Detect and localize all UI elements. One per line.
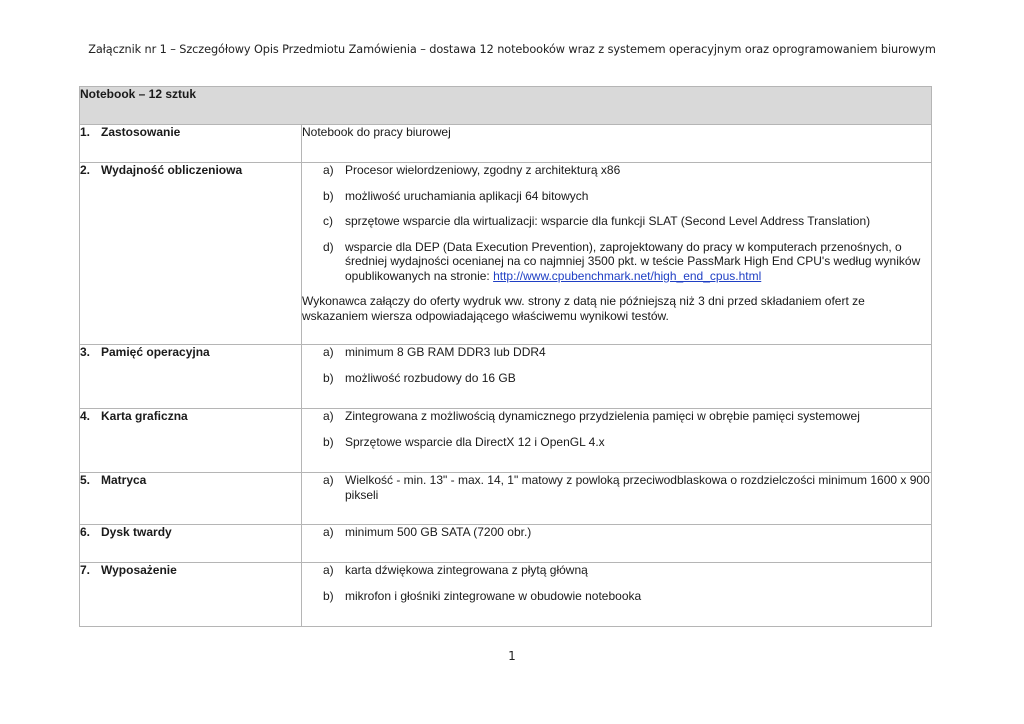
item-text: karta dźwiękowa zintegrowana z płytą główną	[345, 563, 588, 577]
item-text: Zintegrowana z możliwością dynamicznego przydzielenia pamięci w obrębie pamięci systemowej	[345, 409, 860, 423]
row-number: 5.	[80, 473, 91, 487]
row-content	[302, 409, 932, 473]
item-text: sprzętowe wsparcie dla wirtualizacji: wsparcie dla funkcji SLAT (Second Level Address Translation)	[345, 214, 871, 228]
row-content	[302, 125, 932, 163]
row-label-text: Matryca	[101, 473, 147, 487]
spec-list	[302, 409, 931, 449]
list-item	[302, 435, 931, 450]
table-row	[80, 525, 932, 563]
item-letter: d)	[323, 239, 334, 254]
item-text: minimum 8 GB RAM DDR3 lub DDR4	[345, 345, 546, 359]
item-text: możliwość rozbudowy do 16 GB	[345, 370, 516, 385]
item-letter: c)	[323, 214, 333, 228]
row-number: 4.	[80, 409, 91, 423]
list-item	[302, 473, 931, 502]
item-text: Procesor wielordzeniowy, zgodny z architekturą x86	[345, 163, 621, 177]
row-number: 6.	[80, 525, 91, 539]
item-text: Wielkość - min. 13" - max. 14, 1" matowy z powloką przeciwodblaskowa o rozdzielczości minimum 1600 x 900 pikseli	[345, 473, 930, 502]
item-letter: a)	[323, 345, 334, 359]
table-row	[80, 345, 932, 409]
item-letter: a)	[323, 525, 334, 539]
table-row	[80, 473, 932, 525]
item-letter: a)	[323, 473, 334, 487]
list-item	[302, 189, 931, 204]
row-label	[80, 563, 302, 627]
row-number: 7.	[80, 563, 91, 577]
item-letter: b)	[323, 588, 334, 603]
table-row	[80, 163, 932, 345]
benchmark-link[interactable]: http://www.cpubenchmark.net/high_end_cpus.html	[493, 268, 762, 283]
table-header: Notebook – 12 sztuk	[80, 87, 932, 125]
row-content	[302, 473, 932, 525]
row-label-text: Wydajność obliczeniowa	[101, 163, 243, 177]
spec-list	[302, 525, 931, 540]
spec-list	[302, 563, 931, 603]
spec-list	[302, 473, 931, 502]
list-item	[302, 589, 931, 604]
item-letter: b)	[323, 434, 334, 449]
table-row	[80, 563, 932, 627]
list-item	[302, 345, 931, 360]
row-label	[80, 525, 302, 563]
page-number: 1	[508, 649, 516, 663]
row-label-text: Karta graficzna	[101, 409, 188, 423]
table-header-row	[80, 87, 932, 125]
row-label	[80, 125, 302, 163]
row-label-text: Wyposażenie	[101, 563, 177, 577]
list-item	[302, 563, 931, 578]
row-label	[80, 473, 302, 525]
list-item	[302, 240, 931, 284]
document-title: Załącznik nr 1 – Szczegółowy Opis Przedmiotu Zamówienia – dostawa 12 notebooków wraz z systemem operacyjnym oraz oprogramowaniem biurowym	[88, 43, 936, 56]
row-label-text: Zastosowanie	[101, 125, 181, 139]
item-text: możliwość uruchamiania aplikacji 64 bitowych	[345, 188, 589, 203]
list-item	[302, 371, 931, 386]
item-text: minimum 500 GB SATA (7200 obr.)	[345, 525, 532, 539]
table-row	[80, 125, 932, 163]
row-label-text: Pamięć operacyjna	[101, 345, 210, 359]
item-letter: b)	[323, 370, 334, 385]
item-letter: a)	[323, 409, 334, 423]
row-text: Notebook do pracy biurowej	[302, 125, 451, 139]
row-number: 2.	[80, 163, 91, 177]
spec-table	[79, 86, 932, 627]
item-letter: a)	[323, 163, 334, 177]
item-text: wsparcie dla DEP (Data Execution Prevention), zaprojektowany do pracy w komputerach przenośnych, o średniej wydajności ocenianej na co najmniej 3500 pkt. w teście PassMark High End CPU's według wyników opublikowanych na stronie:	[345, 239, 921, 283]
item-letter: a)	[323, 563, 334, 577]
list-item	[302, 525, 931, 540]
spec-list	[302, 345, 931, 385]
list-item	[302, 409, 931, 424]
row-note: Wykonawca załączy do oferty wydruk ww. strony z datą nie późniejszą niż 3 dni przed składaniem ofert ze wskazaniem wiersza odpowiadającego właściwemu wynikowi testów.	[302, 294, 865, 323]
list-item	[302, 163, 931, 178]
row-number: 3.	[80, 345, 91, 359]
table-row	[80, 409, 932, 473]
item-text-with-link	[345, 240, 931, 284]
item-text: Sprzętowe wsparcie dla DirectX 12 i OpenGL 4.x	[345, 434, 605, 449]
row-label	[80, 163, 302, 345]
row-content	[302, 163, 932, 345]
item-letter: b)	[323, 188, 334, 203]
row-content	[302, 525, 932, 563]
row-label	[80, 345, 302, 409]
row-label-text: Dysk twardy	[101, 525, 172, 539]
spec-list	[302, 163, 931, 283]
row-content	[302, 563, 932, 627]
list-item	[302, 214, 931, 229]
item-text: mikrofon i głośniki zintegrowane w obudowie notebooka	[345, 588, 642, 603]
row-content	[302, 345, 932, 409]
row-number: 1.	[80, 125, 91, 139]
row-label	[80, 409, 302, 473]
